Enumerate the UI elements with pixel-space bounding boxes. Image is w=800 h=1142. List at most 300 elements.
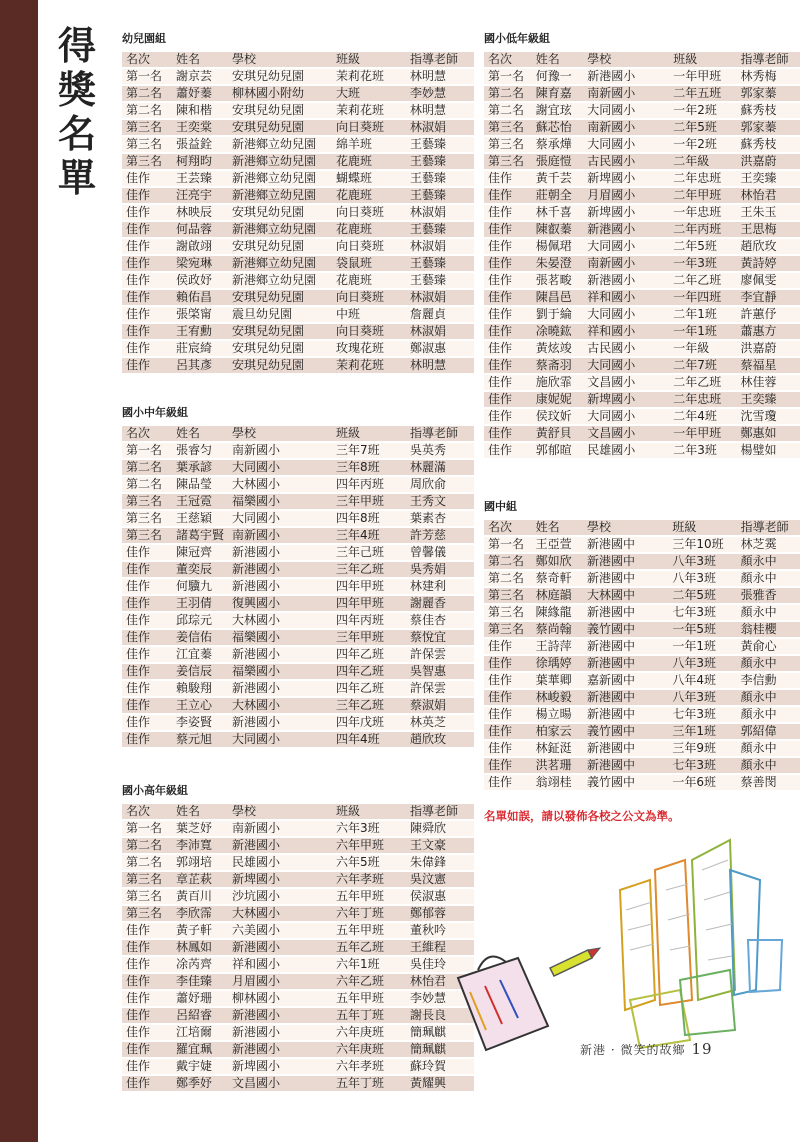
table-cell: 新港鄉立幼兒園: [232, 256, 317, 270]
table-row: [484, 741, 800, 756]
table-cell: 大林國小: [232, 906, 281, 920]
table-cell: 蔡尚翰: [535, 622, 572, 636]
table-cell: 李宜靜: [740, 290, 777, 304]
table-cell: 六年孝班: [336, 872, 385, 886]
table-cell: 楊璧如: [740, 443, 777, 457]
table-row: [122, 664, 474, 679]
table-row: [484, 137, 800, 152]
table-cell: 第二名: [488, 554, 525, 568]
table-cell: 李欣霈: [176, 906, 213, 920]
table-row: [484, 673, 800, 688]
table-row: [122, 923, 474, 938]
table-cell: 佳作: [126, 358, 151, 372]
table-cell: 柯翔昀: [176, 154, 213, 168]
table-cell: 六年甲班: [336, 838, 385, 852]
section-title: 國小高年級組: [122, 784, 188, 797]
table-cell: 四年甲班: [335, 579, 384, 593]
table-cell: 謝麗香: [409, 596, 446, 610]
table-row: [122, 154, 474, 169]
table-cell: 一年3班: [673, 256, 717, 270]
table-cell: 新港國小: [587, 222, 636, 236]
table-cell: 侯玟妡: [535, 409, 572, 423]
table-cell: 王慈穎: [175, 511, 212, 525]
table-cell: 佳作: [126, 715, 151, 729]
table-cell: 向日葵班: [336, 290, 385, 304]
table-cell: 新港國中: [587, 758, 636, 772]
table-cell: 王羽倩: [175, 596, 212, 610]
table-row: [122, 732, 474, 747]
table-cell: 黃詩婷: [740, 256, 777, 270]
table-cell: 新港國中: [587, 639, 636, 653]
table-cell: 新港國小: [587, 69, 636, 83]
table-cell: 邱琮元: [175, 613, 212, 627]
table-cell: 吳秀娟: [409, 562, 446, 576]
table-cell: 黃百川: [176, 889, 213, 903]
table-cell: 許保雲: [409, 681, 446, 695]
table-cell: 安琪兒幼兒園: [232, 120, 305, 134]
table-cell: 新港國中: [587, 554, 636, 568]
column-header: 姓名: [535, 520, 560, 534]
table-cell: 一年5班: [672, 622, 716, 636]
table-cell: 林淑娟: [410, 205, 447, 219]
table-row: [122, 596, 474, 611]
table-cell: 玫瑰花班: [336, 341, 385, 355]
table-cell: 安琪兒幼兒園: [232, 205, 305, 219]
page-footer: [580, 1040, 713, 1058]
table-cell: 鄭淑惠: [410, 341, 447, 355]
table-cell: 佳作: [126, 1076, 151, 1090]
table-cell: 新港國小: [232, 715, 281, 729]
table-cell: 呂其彥: [176, 358, 213, 372]
table-cell: 謝京芸: [176, 69, 213, 83]
table-cell: 王奕臻: [740, 392, 777, 406]
footer-text: 新港 · 微笑的故鄉: [580, 1043, 686, 1057]
table-cell: 吳汶憲: [410, 872, 447, 886]
table-cell: 莊朝全: [535, 188, 572, 202]
table-cell: 王奕棠: [176, 120, 213, 134]
table-cell: 義竹國中: [587, 775, 636, 789]
table-cell: 郭郁暄: [535, 443, 572, 457]
table-cell: 新港國小: [232, 1042, 281, 1056]
table-cell: 新港國小: [232, 681, 281, 695]
table-cell: 五年甲班: [336, 991, 385, 1005]
table-cell: 郭翊培: [176, 855, 213, 869]
table-cell: 王藝臻: [410, 137, 447, 151]
table-cell: 周欣俞: [409, 477, 446, 491]
table-row: [122, 358, 474, 373]
table-row: [122, 855, 474, 870]
table-cell: 葉素杏: [409, 511, 446, 525]
table-cell: 佳作: [126, 579, 151, 593]
table-cell: 簡珮麒: [410, 1042, 447, 1056]
table-row: [122, 222, 474, 237]
table-cell: 四年4班: [335, 732, 380, 746]
table-cell: 大林國小: [232, 698, 281, 712]
table-cell: 大同國小: [587, 358, 636, 372]
table-cell: 王思梅: [740, 222, 777, 236]
table-cell: 三年1班: [672, 724, 716, 738]
table-row: [122, 545, 474, 560]
table-cell: 五年乙班: [336, 940, 385, 954]
table-row: [484, 273, 800, 288]
table-cell: 新港國中: [587, 571, 636, 585]
table-cell: 新港國小: [232, 647, 281, 661]
column-header: 指導老師: [740, 520, 789, 534]
table-cell: 鄭惠如: [740, 426, 777, 440]
table-cell: 五年甲班: [336, 889, 385, 903]
table-cell: 七年3班: [672, 605, 716, 619]
table-row: [122, 1076, 474, 1091]
table-cell: 新港鄉立幼兒園: [232, 154, 317, 168]
table-cell: 張茗畯: [535, 273, 572, 287]
table-cell: 佳作: [126, 940, 151, 954]
table-cell: 佳作: [488, 656, 513, 670]
table-cell: 張雅香: [740, 588, 777, 602]
column-header: 班級: [336, 804, 361, 818]
table-cell: 佳作: [126, 171, 151, 185]
table-row: [122, 647, 474, 662]
table-row: [484, 554, 800, 569]
table-cell: 柳林國小: [232, 991, 281, 1005]
table-cell: 第三名: [126, 528, 163, 542]
table-row: [122, 681, 474, 696]
table-cell: 趙欣玫: [740, 239, 777, 253]
table-cell: 顏永中: [740, 656, 777, 670]
table-row: [484, 724, 800, 739]
table-cell: 新埤國小: [587, 205, 636, 219]
table-cell: 佳作: [488, 639, 513, 653]
column-header: 名次: [126, 52, 151, 66]
table-cell: 八年3班: [672, 690, 716, 704]
table-cell: 佳作: [488, 741, 513, 755]
table-cell: 新港鄉立幼兒園: [232, 222, 317, 236]
table-cell: 李姿賢: [175, 715, 212, 729]
table-cell: 林鉦涏: [535, 741, 572, 755]
table-cell: 佳作: [488, 758, 513, 772]
table-cell: 王朱玉: [740, 205, 777, 219]
table-row: [484, 707, 800, 722]
table-row: [122, 171, 474, 186]
table-row: [484, 375, 800, 390]
table-cell: 王亞萱: [535, 537, 572, 551]
table-row: [122, 1042, 474, 1057]
table-row: [484, 571, 800, 586]
table-cell: 六美國小: [232, 923, 281, 937]
table-cell: 沙坑國小: [232, 889, 281, 903]
table-row: [484, 392, 800, 407]
table-row: [484, 622, 800, 637]
table-cell: 八年3班: [672, 554, 716, 568]
table-cell: 鄭郁蓉: [410, 906, 447, 920]
table-cell: 佳作: [126, 545, 151, 559]
table-cell: 蕭惠方: [740, 324, 777, 338]
table-cell: 王秀文: [409, 494, 446, 508]
table-row: [484, 120, 800, 135]
table-cell: 莊宸綺: [176, 341, 213, 355]
table-cell: 廖佩雯: [740, 273, 777, 287]
table-row: [484, 409, 800, 424]
table-cell: 安琪兒幼兒園: [232, 69, 305, 83]
table-cell: 義竹國中: [587, 622, 636, 636]
table-cell: 福樂國小: [232, 630, 281, 644]
table-cell: 江培爾: [176, 1025, 213, 1039]
table-cell: 林千喜: [535, 205, 572, 219]
table-cell: 佳作: [488, 307, 513, 321]
table-cell: 凃曉鈜: [535, 324, 572, 338]
table-cell: 震旦幼兒園: [232, 307, 293, 321]
table-cell: 佳作: [126, 613, 151, 627]
table-header-row: [122, 426, 474, 441]
table-cell: 佳作: [488, 256, 513, 270]
table-cell: 月眉國小: [587, 188, 636, 202]
table-cell: 義竹國中: [587, 724, 636, 738]
table-cell: 王維程: [410, 940, 447, 954]
table-cell: 佳作: [126, 290, 151, 304]
table-cell: 新港國小: [232, 1025, 281, 1039]
table-cell: 陳育嘉: [535, 86, 572, 100]
table-cell: 簡珮麒: [410, 1025, 447, 1039]
table-cell: 許保雲: [409, 647, 446, 661]
table-row: [122, 324, 474, 339]
table-cell: 新港鄉立幼兒園: [232, 137, 317, 151]
table-cell: 顏永中: [740, 571, 777, 585]
table-cell: 林英芝: [409, 715, 446, 729]
column-header: 姓名: [176, 52, 201, 66]
table-cell: 八年3班: [672, 571, 716, 585]
table-cell: 第三名: [126, 889, 163, 903]
table-cell: 詹麗貞: [410, 307, 447, 321]
table-cell: 佳作: [126, 341, 151, 355]
table-cell: 郭家蓁: [740, 86, 777, 100]
table-cell: 凃芮齊: [176, 957, 213, 971]
table-cell: 第三名: [126, 872, 163, 886]
table-row: [122, 120, 474, 135]
table-cell: 蔡斋羽: [535, 358, 572, 372]
table-cell: 林庭韻: [535, 588, 572, 602]
table-cell: 四年8班: [335, 511, 380, 525]
column-header: 指導老師: [740, 52, 789, 66]
table-cell: 楊立暘: [535, 707, 572, 721]
table-cell: 佳作: [126, 698, 151, 712]
table-cell: 新港國中: [587, 605, 636, 619]
table-cell: 佳作: [126, 1008, 151, 1022]
table-row: [122, 239, 474, 254]
table-cell: 新港國中: [587, 690, 636, 704]
column-header: 班級: [673, 52, 698, 66]
table-cell: 王詩萍: [535, 639, 572, 653]
table-cell: 一年級: [673, 341, 710, 355]
table-cell: 佳作: [126, 647, 151, 661]
disclaimer-note: 名單如誤，請以發佈各校之公文為準。: [484, 809, 680, 823]
table-cell: 一年1班: [673, 324, 717, 338]
table-cell: 蕭妤蓁: [176, 86, 213, 100]
table-cell: 新港國中: [587, 741, 636, 755]
column-header: 班級: [672, 520, 697, 534]
table-cell: 五年丁班: [336, 1008, 385, 1022]
table-row: [122, 889, 474, 904]
table-cell: 大同國小: [587, 137, 636, 151]
table-row: [122, 991, 474, 1006]
table-cell: 佳作: [126, 923, 151, 937]
city-buildings: [620, 840, 782, 1048]
table-cell: 王藝臻: [410, 256, 447, 270]
table-cell: 佳作: [488, 222, 513, 236]
table-row: [122, 460, 474, 475]
table-cell: 向日葵班: [336, 205, 385, 219]
table-cell: 二年4班: [673, 409, 717, 423]
section-upper: [122, 784, 474, 1093]
table-row: [484, 341, 800, 356]
table-cell: 賴佑昌: [176, 290, 213, 304]
table-cell: 張益銓: [176, 137, 213, 151]
table-cell: 八年4班: [672, 673, 716, 687]
table-row: [122, 528, 474, 543]
table-cell: 諸葛宇賢: [175, 528, 224, 542]
column-header: 指導老師: [410, 804, 459, 818]
column-header: 學校: [232, 804, 257, 818]
table-cell: 第二名: [488, 86, 525, 100]
table-row: [484, 103, 800, 118]
table-cell: 林淑娟: [410, 239, 447, 253]
table-cell: 花鹿班: [336, 273, 373, 287]
table-cell: 呂紹睿: [176, 1008, 213, 1022]
table-row: [484, 188, 800, 203]
table-cell: 顏永中: [740, 605, 777, 619]
table-cell: 安琪兒幼兒園: [232, 341, 305, 355]
table-cell: 林淑娟: [410, 324, 447, 338]
table-cell: 一年四班: [673, 290, 722, 304]
table-cell: 鄭如欣: [535, 554, 572, 568]
table-cell: 佳作: [488, 273, 513, 287]
section-middle: [122, 406, 474, 749]
table-cell: 第二名: [126, 855, 163, 869]
table-cell: 陳冠齊: [175, 545, 212, 559]
table-cell: 古民國小: [587, 341, 636, 355]
table-row: [122, 511, 474, 526]
column-header: 學校: [232, 426, 257, 440]
table-cell: 七年3班: [672, 707, 716, 721]
table-cell: 安琪兒幼兒園: [232, 239, 305, 253]
table-cell: 梁宛琳: [176, 256, 213, 270]
table-row: [122, 1025, 474, 1040]
table-cell: 黃千芸: [535, 171, 572, 185]
table-cell: 林峻毅: [535, 690, 572, 704]
left-color-band: [0, 0, 38, 1142]
table-cell: 侯淑惠: [410, 889, 447, 903]
table-cell: 一年1班: [672, 639, 716, 653]
table-cell: 陳舜欣: [410, 821, 447, 835]
table-cell: 佳作: [126, 307, 151, 321]
table-cell: 南新國小: [232, 528, 281, 542]
table-cell: 綿羊班: [336, 137, 373, 151]
table-cell: 佳作: [126, 681, 151, 695]
table-row: [484, 426, 800, 441]
table-row: [484, 290, 800, 305]
table-cell: 柳林國小附幼: [232, 86, 305, 100]
table-cell: 朱晏澄: [535, 256, 572, 270]
table-cell: 一年2班: [673, 103, 717, 117]
table-cell: 林秀梅: [740, 69, 777, 83]
table-cell: 五年甲班: [336, 923, 385, 937]
table-cell: 佳作: [126, 596, 151, 610]
table-cell: 新港國中: [587, 537, 636, 551]
table-cell: 二年乙班: [673, 375, 722, 389]
table-cell: 洪嘉蔚: [740, 341, 777, 355]
table-cell: 新港國小: [587, 273, 636, 287]
table-cell: 新港國小: [232, 545, 281, 559]
table-cell: 佳作: [126, 991, 151, 1005]
table-cell: 六年3班: [336, 821, 380, 835]
table-cell: 佳作: [488, 188, 513, 202]
table-row: [122, 613, 474, 628]
table-cell: 第一名: [126, 69, 163, 83]
table-cell: 第二名: [488, 103, 525, 117]
table-cell: 柏家云: [535, 724, 572, 738]
table-cell: 章芷萩: [176, 872, 213, 886]
table-cell: 六年庚班: [336, 1025, 385, 1039]
table-cell: 林明慧: [410, 103, 447, 117]
table-cell: 二年5班: [673, 120, 717, 134]
table-cell: 李信勳: [740, 673, 777, 687]
table-cell: 第三名: [488, 154, 525, 168]
table-header-row: [484, 52, 800, 67]
table-cell: 郭紹偉: [740, 724, 777, 738]
table-cell: 南新國小: [587, 256, 636, 270]
section-title: 幼兒園組: [122, 32, 166, 45]
table-row: [122, 906, 474, 921]
table-cell: 顏永中: [740, 554, 777, 568]
table-cell: 曾馨儀: [409, 545, 446, 559]
table-cell: 佳作: [488, 324, 513, 338]
table-cell: 袋鼠班: [336, 256, 373, 270]
table-row: [122, 273, 474, 288]
table-cell: 王立心: [175, 698, 212, 712]
table-cell: 南新國小: [232, 821, 281, 835]
table-cell: 南新國小: [587, 120, 636, 134]
table-cell: 何豫一: [535, 69, 572, 83]
table-cell: 八年3班: [672, 656, 716, 670]
table-cell: 第一名: [488, 69, 525, 83]
column-header: 姓名: [175, 426, 200, 440]
table-cell: 二年忠班: [673, 392, 722, 406]
table-row: [484, 358, 800, 373]
table-cell: 新港鄉立幼兒園: [232, 171, 317, 185]
table-cell: 姜信辰: [175, 664, 212, 678]
table-cell: 二年忠班: [673, 171, 722, 185]
table-cell: 向日葵班: [336, 239, 385, 253]
table-cell: 佳作: [488, 443, 513, 457]
table-row: [122, 1059, 474, 1074]
table-row: [484, 154, 800, 169]
table-cell: 林怡君: [740, 188, 777, 202]
table-cell: 佳作: [126, 188, 151, 202]
briefcase-drawing: [458, 957, 548, 1050]
column-header: 學校: [587, 52, 612, 66]
table-cell: 吳英秀: [409, 443, 446, 457]
table-cell: 佳作: [126, 974, 151, 988]
table-cell: 新港國小: [232, 838, 281, 852]
table-cell: 姜信佑: [175, 630, 212, 644]
table-cell: 佳作: [126, 562, 151, 576]
table-cell: 第二名: [126, 838, 163, 852]
table-cell: 林鳳如: [176, 940, 213, 954]
table-cell: 三年4班: [335, 528, 380, 542]
table-cell: 佳作: [488, 290, 513, 304]
table-cell: 顏永中: [740, 690, 777, 704]
table-row: [122, 957, 474, 972]
table-cell: 四年乙班: [335, 681, 384, 695]
table-cell: 蕭妤珊: [176, 991, 213, 1005]
